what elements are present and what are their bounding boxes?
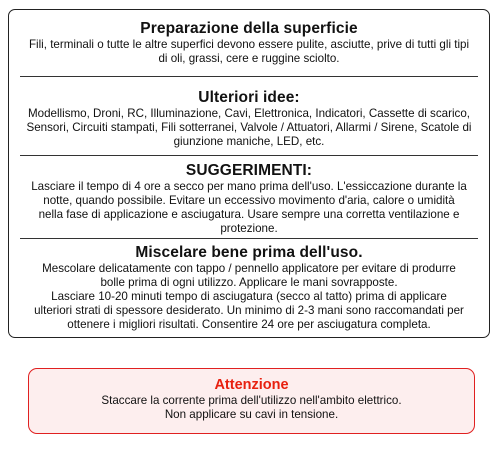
instructions-panel	[8, 9, 490, 338]
section-title: Preparazione della superficie	[140, 20, 358, 37]
section-title: Ulteriori idee:	[198, 89, 300, 106]
section-text-line: Modellismo, Droni, RC, Illuminazione, Cavi, Elettronica, Indicatori, Cassette di scarico,	[27, 107, 471, 120]
section-text-line: Fili, terminali o tutte le altre superfici devono essere pulite, asciutte, prive di tutti gli tipi	[28, 38, 470, 51]
warning-box	[28, 368, 475, 434]
section-text-line: giunzione maniche, LED, etc.	[173, 135, 325, 148]
section-further-ideas	[9, 89, 489, 149]
section-text-line: ulteriori strati di spessore desiderato. Un minimo di 2-3 mani sono raccomandati per	[34, 304, 464, 317]
warning-text-line: Staccare la corrente prima dell'utilizzo nell'ambito elettrico.	[101, 394, 402, 407]
section-divider	[20, 155, 478, 156]
section-title: SUGGERIMENTI:	[185, 162, 313, 179]
section-tips	[9, 162, 489, 236]
section-divider	[20, 238, 478, 239]
section-divider	[20, 76, 478, 77]
section-text-line: Mescolare delicatamente con tappo / pennello applicatore per evitare di produrre	[42, 262, 456, 275]
section-text-line: di oli, grassi, cere e ruggine sciolto.	[158, 52, 340, 65]
section-title: Miscelare bene prima dell'uso.	[135, 244, 363, 261]
section-text-line: Sensori, Circuiti stampati, Fili sotterranei, Valvole / Attuatori, Allarmi / Sirene, Scatole di	[26, 121, 472, 134]
section-text-line: nella fase di applicazione e asciugatura. Usare sempre una corretta ventilazione e	[38, 208, 460, 221]
section-text-line: Lasciare il tempo di 4 ore a secco per mano prima dell'uso. L'essiccazione durante la	[31, 180, 467, 193]
section-text-line: ottenere i migliori risultati. Consentire 24 ore per asciugatura completa.	[67, 318, 431, 331]
section-surface-preparation	[9, 20, 489, 66]
section-text-line: bolle prima di ogni utilizzo. Applicare le mani sovrapposte.	[100, 276, 398, 289]
section-text-line: protezione.	[220, 222, 278, 235]
section-mixing	[9, 244, 489, 332]
section-text-line: Lasciare 10-20 minuti tempo di asciugatura (secco al tatto) prima di applicare	[51, 290, 447, 303]
section-text-line: notte, quando possibile. Evitare un eccessivo movimento d'aria, calore o umidità	[43, 194, 455, 207]
warning-text-line: Non applicare su cavi in tensione.	[164, 408, 339, 421]
warning-title: Attenzione	[214, 377, 289, 393]
